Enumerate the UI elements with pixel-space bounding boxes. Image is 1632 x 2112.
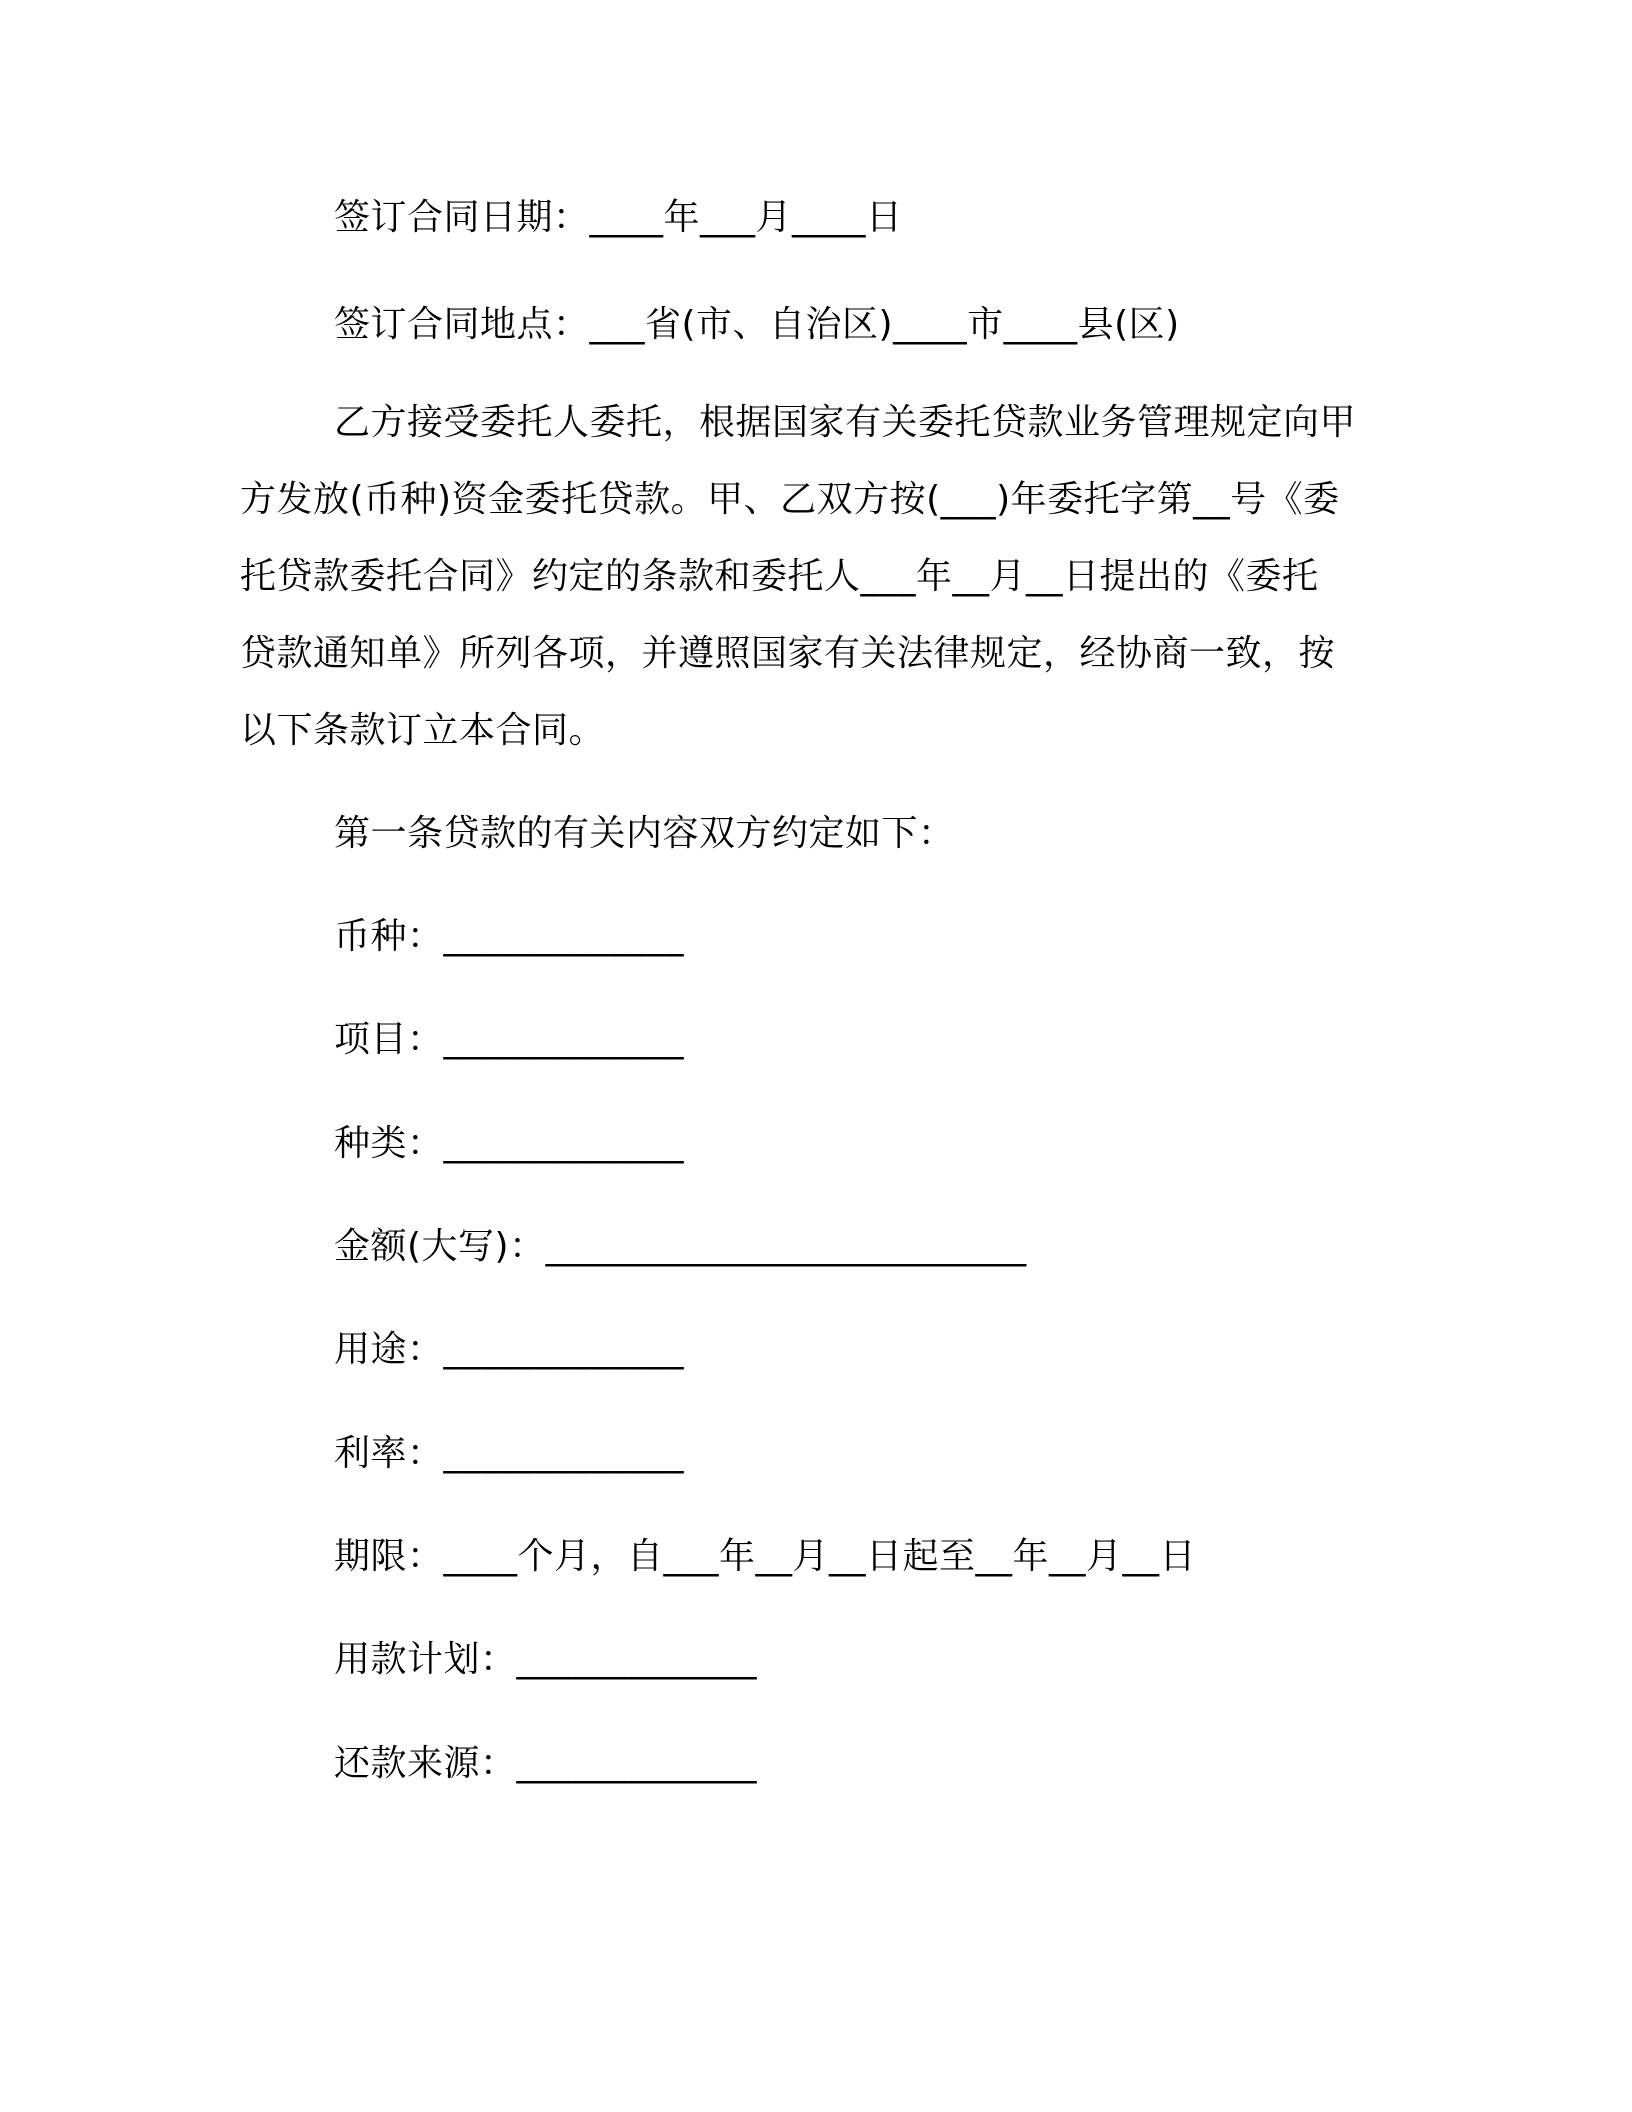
intro-line-5: 以下条款订立本合同。 (240, 710, 606, 751)
field-term: 期限：____个月，自___年__月__日起至__年__月__日 (334, 1536, 1197, 1577)
field-repayment-source: 还款来源：_____________ (334, 1743, 758, 1784)
intro-line-1: 乙方接受委托人委托，根据国家有关委托贷款业务管理规定向甲 (334, 402, 1357, 443)
intro-line-4: 贷款通知单》所列各项，并遵照国家有关法律规定，经协商一致，按 (240, 633, 1336, 674)
sign-place-line: 签订合同地点：___省(市、自治区)____市____县(区) (334, 304, 1180, 345)
intro-line-3: 托贷款委托合同》约定的条款和委托人___年__月__日提出的《委托 (240, 556, 1319, 597)
field-usage-plan: 用款计划：_____________ (334, 1639, 758, 1680)
intro-line-2: 方发放(币种)资金委托贷款。甲、乙双方按(___)年委托字第__号《委 (240, 479, 1340, 520)
field-project: 项目：_____________ (334, 1019, 685, 1060)
sign-date-line: 签订合同日期：____年___月____日 (334, 197, 903, 238)
field-purpose: 用途：_____________ (334, 1329, 685, 1370)
field-amount: 金额(大写)：__________________________ (334, 1226, 1027, 1267)
field-type: 种类：_____________ (334, 1123, 685, 1164)
article-1-heading: 第一条贷款的有关内容双方约定如下： (334, 813, 955, 854)
field-currency: 币种：_____________ (334, 916, 685, 957)
field-interest-rate: 利率：_____________ (334, 1433, 685, 1474)
